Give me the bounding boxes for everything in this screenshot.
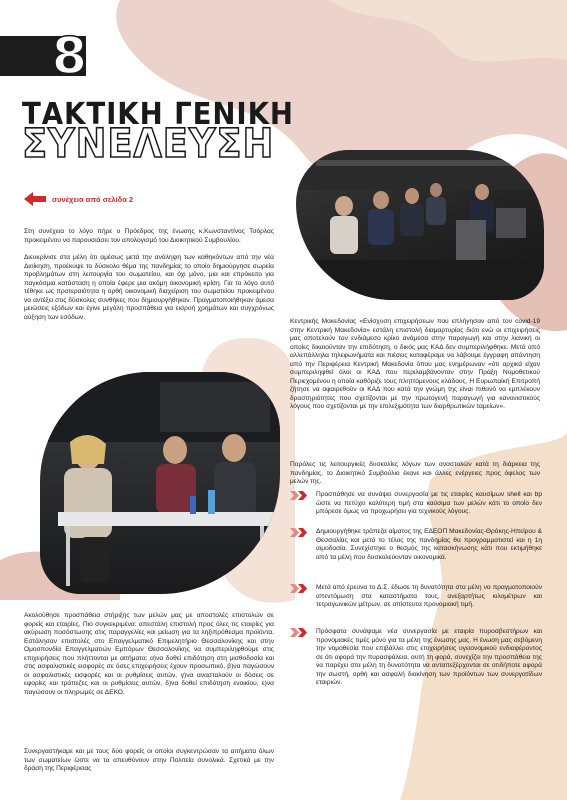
bullet-fuel [290,491,542,517]
page-number: 8 [52,27,87,85]
paragraph-management: Διευκρίνισε στα μέλη ότι αμέσως μετά την ανάληψη των καθηκόντων από την νέα Διοίκηση, προέκυψε το δύσκολο θέμα της πανδημίας το οποίο δημιούργησε σωρεία προβλημάτων στη λειτουργία του σωματείου, και όχι μόνο, μια και επρόκειτο για παγκόσμια κατάσταση η οποία έφερε μια ακόμη οικονομική κρίση. Για το λόγο αυτό τέθηκε ως προτεραιότητα η ορθή οικονομική διαχείριση του σωματείου προκειμένου να αντέξει στις δύσκολες συνθήκες που δημιουργήθηκαν. Πραγματοποιήθηκαν άμεσα μειώσεις εξόδων και έγινε μεγάλη προσπάθεια για εισροή χρημάτων και συγχρόνως αύξηση των εσόδων. [24,254,274,321]
paragraph-letters: Ακολούθησε προσπάθεια στήριξης των μελών μας με αποστολές επιστολών σε φορείς και εταιρίες. Πιο συγκεκριμένα: απεστάλη επιστολή προς όλες τις εταιρίες για ακύρωση ποσόστωσης στις παραγγελίες και μείωση για τα ληξιπρόθεσμα προϊόντα. Εστάλησαν επιστολές στο Επαγγελματικό Επιμελητήριο Θεσσαλονίκης και στην Ομοσπονδία Επαγγελματιών Εμπόρων Θεσσαλονίκης να συμπεριληφθούμε στις επιχειρήσεις που πλήττονται με αιτήματα: α)να δοθεί επιδότηση στη μισθοδοσία και στις ασφαλιστικές εισφορές σε όσες επιχειρήσεις έχουν προσωπικό, β)να παγώσουν οι ασφαλιστικές εισφορές και οι ρυθμίσεις αυτών, γ)να ανασταλούν οι δόσεις σε εφορίες και τράπεζες και οι ρυθμίσεις αυτών, δ)να δοθεί επιδότηση ενοικίου, ε)να παγώσουν οι πληρωμές σε ΔΕΚΟ. [24,612,274,696]
bullet-fuel-text: Προσπάθησε να συνάψει συνεργασία με τις εταιρίες καυσίμων shell και bp ώστε να πετύχει καλύτερη τιμή στα καύσιμα των μελών κάτι το οποίο δεν μπόρεσε όμως να προχωρήσει για τεχνικούς λόγους. [316,491,542,515]
bullet-fire-extinguishers [290,628,542,688]
paragraph-intro: Στη συνέχεια το λόγο πήρε ο Πρόεδρος της ένωσης κ.Κωνσταντίνος Τσόρλας προκειμένου να παρουσιάσει τον απολογισμό του Διοικητικού Συμβουλίου. [24,228,274,244]
bullet-pest-control [290,584,542,610]
continued-from [24,192,133,206]
meeting-audience-photo [296,150,544,300]
double-chevron-icon [290,528,312,537]
bullet-blood-bank [290,528,542,562]
double-chevron-icon [290,491,312,500]
continued-from-label: συνέχεια από σελίδα 2 [52,194,134,204]
paragraph-other-actions: Παρόλες τις λειτουργικές δυσκολίες λόγων των αναστολών κατά τη διάρκεια της πανδημίας, το Διοικητικό Συμβούλιο έκανε και άλλες ενέργειες προς όφελος των μελών της. [290,461,540,485]
paragraph-cooperation: Συνεργαστήκαμε και με τους δύο φορείς οι οποίοι συγκεντρώσαν τα αιτήματα όλων των σωματείων ώστε να τα απευθύνουν στην Πολιτεία συνολικά. Σχετικά με την δράση της Περιφέρειας [24,748,274,772]
double-chevron-icon [290,584,312,593]
paragraph-region-letter: Κεντρικής Μακεδονίας «Ενίσχυση επιχειρήσεων που επλήγησαν από τον covid-19 στην Κεντρική Μακεδονία» εστάλη επιστολή διαμαρτυρίας διότι ενώ οι επιχειρήσεις μας αποτελούν τον ενδιάμεσο κρίκο ανάμεσα στην παραγωγή και στην λιανική οι οποίες δικαιούνταν την επιδότηση, ο δικός μας ΚΑΔ δεν συμπεριλήφθηκε. Μετά από αλλεπάλληλα τηλεφωνήματα και πιέσεις καταφέραμε να λάβουμε έγγραφη απάντηση από την Περιφέρεια Κεντρική Μακεδονία όπου μας ενημέρωναν «ότι αρχικά είχαν συμπεριληφθεί όλοι οι ΚΑΔ που περιλαμβάνονταν στην Πράξη Νομοθετικού Περιεχομένου η οποία καθόριζε τους πληττόμενους κλάδους. Η Ευρωπαϊκή Επιτροπή ζήτησε να αφαιρεθούν οι ΚΑΔ που κατά την γνώμη της είναι πιθανό να εμπλέκουν δραστηριότητες που σχετίζονται με την πρωτογενή παραγωγή για κανονιστικούς λόγους που σχετίζονται με την επιλεξιμότητα των διαρθρωτικών ταμείων». [290,318,540,410]
article-title-line1: ΤΑΚΤΙΚΗ ΓΕΝΙΚΗ [22,97,294,132]
bullet-fire-extinguishers-text: Πρόσφατα συνάψαμε νέα συνεργασία με εταιρία πυροσβεστήρων και προνομιακές τιμές μόνο για τα μέλη της ένωσης μας. Η ένωση μας σεβόμενη την νομοθεσία που επιβάλλει στις επιχειρήσεις υγειονομικού ενδιαφέροντος σε ότι αφορά την πυρασφάλεια, αυτή τη φορά, συνεχίζει την προσπάθεια της να παρέχει στα μέλη τη δυνατότητα να ανταπεξέρχονται σε οτιδήποτε αφορά την σωστή, ορθή και ασφαλή διακίνηση των προϊόντων των συνεργατίδων εταιριών. [316,628,542,686]
double-chevron-icon [290,628,312,637]
bullet-blood-bank-text: Δημιουργήθηκε τράπεζα αίματος της ΕΔΕΟΠ Μακεδονίας-Θράκης-Ηπείρου & Θεσσαλίας και μετά το τέλος της πανδημίας θα προγραμματιστεί και η 1η αιμοδοσία. Συνεχίστηκε ο θεσμός της κατασκήνωσης κάτι που εκτιμήθηκε από τα μέλη που δυσκολεύονταν οικονομικά. [316,528,542,561]
audience-figures [296,150,544,300]
bullet-pest-control-text: Μετά από έρευνα το Δ.Σ. έδωσε τη δυνατότητα στα μέλη να πραγματοποιούν απεντόμωση στα καταστήματα τους, ανεξαρτήτως κιλομέτρων και τετραγωνικών μέτρων, σε απίστευτα προνομιακή τιμή. [316,584,542,608]
article-title-line2: ΣΥΝΕΛΕΥΣΗ [22,121,275,167]
red-arrow-left-icon [24,192,46,206]
